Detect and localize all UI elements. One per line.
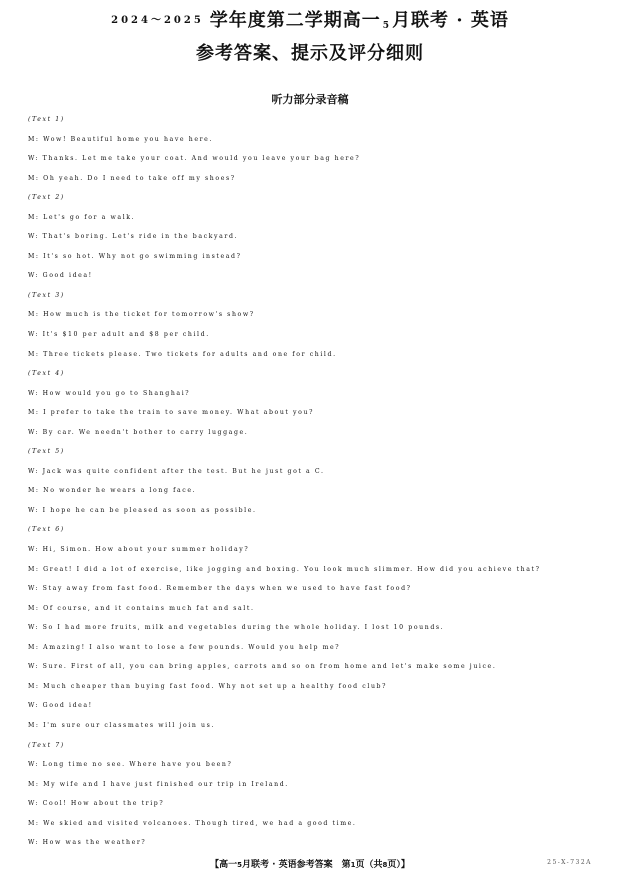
transcript-text-label: (Text 1) (28, 116, 65, 123)
page-footer (0, 857, 620, 873)
footer-text-a: 月联考 · 英语参考答案 第 (241, 860, 351, 870)
academic-year: 2024～2025 (111, 15, 204, 26)
footer-page-info (0, 857, 620, 870)
transcript-line: M: Of course, and it contains much fat and salt. (28, 604, 255, 612)
transcript-line: M: Great! I did a lot of exercise, like jogging and boxing. You look much slimmer. How did you achieve that? (28, 565, 541, 573)
transcript-line: M: How much is the ticket for tomorrow's show? (28, 311, 255, 319)
transcript-line: M: I prefer to take the train to save money. What about you? (28, 409, 314, 417)
transcript-line: W: Stay away from fast food. Remember the days when we used to have fast food? (28, 585, 412, 593)
transcript-line: M: It's so hot. Why not go swimming instead? (28, 252, 242, 260)
transcript-line: W: Long time no see. Where have you been? (28, 761, 233, 769)
transcript-line: W: By car. We needn't bother to carry luggage. (28, 428, 249, 436)
transcript-line: M: Three tickets please. Two tickets for adults and one for child. (28, 350, 337, 358)
footer-text-b: 页（共 (355, 860, 383, 870)
transcript-line: M: No wonder he wears a long face. (28, 487, 197, 495)
transcript-line: M: We skied and visited volcanoes. Though tired, we had a good time. (28, 819, 357, 827)
transcript-line: M: My wife and I have just finished our trip in Ireland. (28, 780, 289, 788)
transcript-text-label: (Text 7) (28, 741, 65, 749)
footer-total-pages: 8 (382, 861, 388, 869)
transcript-line: W: Hi, Simon. How about your summer holiday? (28, 546, 250, 554)
footer-text-c: 页）】 (387, 860, 410, 870)
transcript-line: M: Oh yeah. Do I need to take off my shoes? (28, 174, 236, 182)
footer-open-bracket: 【 (210, 860, 220, 870)
listening-transcript (28, 110, 603, 853)
transcript-line: W: How would you go to Shanghai? (28, 389, 191, 397)
footer-grade: 高一 (219, 860, 238, 870)
transcript-line: M: Much cheaper than buying fast food. Why not set up a healthy food club? (28, 682, 388, 690)
exam-title-part-a: 学年度第二学期高一 (209, 10, 381, 31)
section-title: 听力部分录音稿 (271, 93, 349, 106)
transcript-line: W: That's boring. Let's ride in the backyard. (28, 233, 239, 241)
exam-title (0, 8, 620, 39)
transcript-text-label: (Text 5) (28, 448, 65, 456)
transcript-line: W: How was the weather? (28, 839, 147, 847)
exam-month: 5 (382, 21, 391, 31)
transcript-line: W: Jack was quite confident after the test. But he just got a C. (28, 467, 325, 475)
exam-title-part-b: 月联考 · 英语 (392, 10, 509, 31)
transcript-line: W: It's $10 per adult and $8 per child. (28, 331, 210, 339)
document-header (0, 8, 620, 67)
transcript-line: W: So I had more fruits, milk and vegetables during the whole holiday. I lost 10 pounds. (28, 624, 445, 632)
transcript-line: W: Sure. First of all, you can bring apples, carrots and so on from home and let's make some juice. (28, 663, 497, 671)
transcript-line: W: Thanks. Let me take your coat. And would you leave your bag here? (28, 155, 361, 163)
transcript-text-label: (Text 3) (28, 291, 65, 299)
transcript-line: M: Amazing! I also want to lose a few pounds. Would you help me? (28, 643, 341, 651)
footer-page-number: 1 (350, 861, 356, 869)
transcript-text-label: (Text 4) (28, 370, 65, 378)
transcript-line: W: Cool! How about the trip? (28, 800, 165, 808)
transcript-text-label: (Text 2) (28, 194, 65, 202)
transcript-text-label: (Text 6) (28, 526, 65, 534)
footer-exam-code: 25-X-732A (547, 859, 592, 866)
transcript-line: W: Good idea! (28, 702, 93, 710)
transcript-line: M: Let's go for a walk. (28, 213, 136, 221)
transcript-line: M: Wow! Beautiful home you have here. (28, 135, 213, 143)
exam-subtitle: 参考答案、提示及评分细则 (196, 43, 424, 64)
transcript-line: W: Good idea! (28, 272, 93, 280)
footer-month: 5 (237, 861, 242, 869)
transcript-line: W: I hope he can be pleased as soon as possible. (28, 506, 257, 514)
transcript-line: M: I'm sure our classmates will join us. (28, 721, 215, 729)
